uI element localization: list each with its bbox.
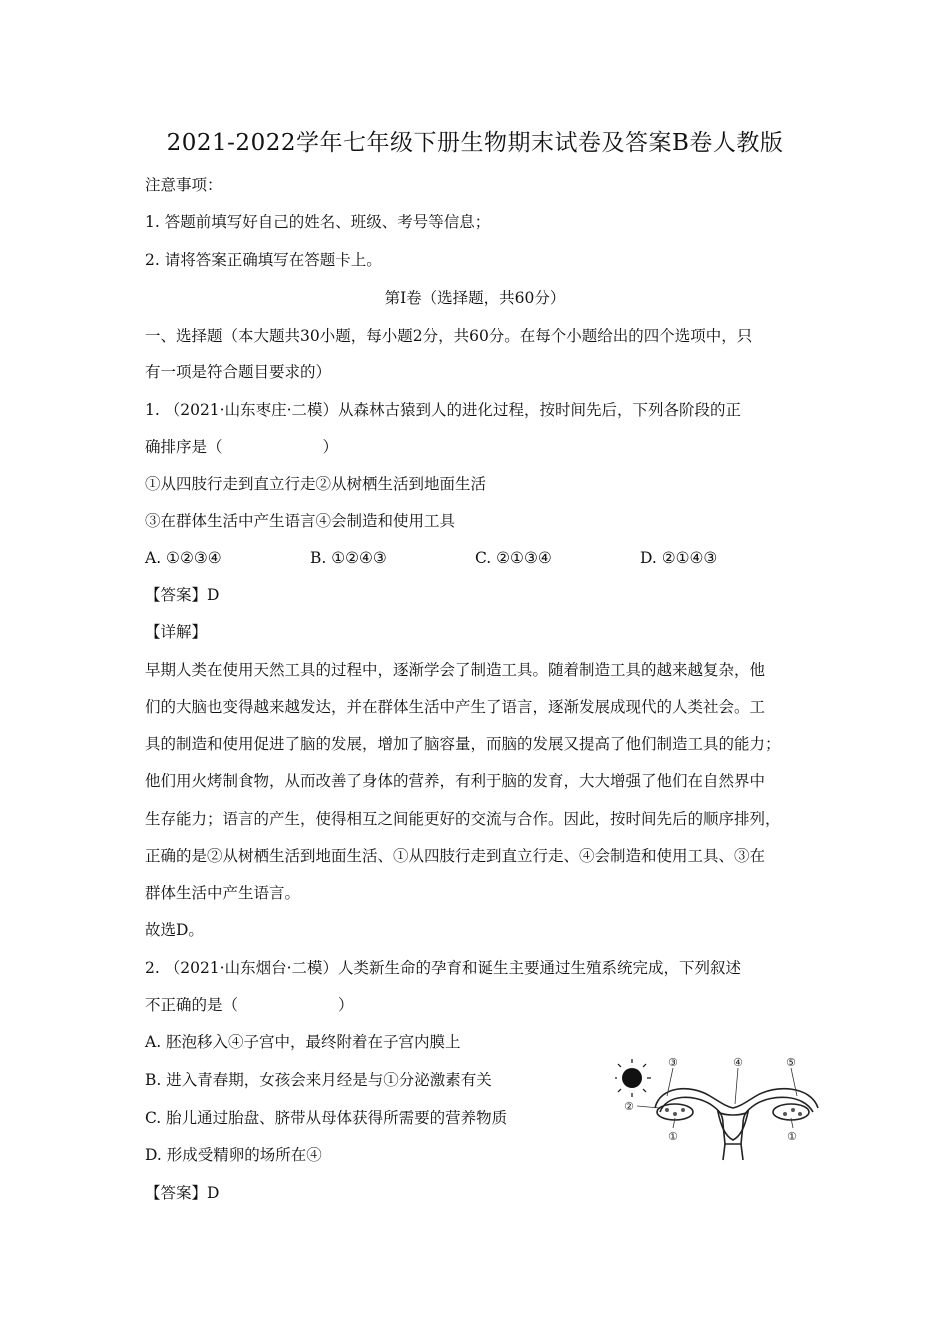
- q1-items-line-2: ③在群体生活中产生语言④会制造和使用工具: [145, 512, 456, 530]
- notice-item-1: 1. 答题前填写好自己的姓名、班级、考号等信息；: [145, 213, 491, 231]
- section-title: 第I卷（选择题，共60分）: [384, 289, 566, 307]
- q1-detail-heading: 【详解】: [145, 623, 208, 641]
- q1-explanation-line: 早期人类在使用天然工具的过程中，逐渐学会了制造工具。随着制造工具的越来越复杂，他: [145, 661, 766, 679]
- q1-stem-line-2: [145, 437, 338, 457]
- q1-stem-prefix: 确排序是（: [145, 438, 223, 456]
- q1-explanation-line: 正确的是②从树栖生活到地面生活、①从四肢行走到直立行走、④会制造和使用工具、③在: [145, 847, 766, 865]
- q2-option-c: C. 胎儿通过胎盘、脐带从母体获得所需要的营养物质: [145, 1109, 508, 1127]
- reproductive-system-diagram: [615, 1056, 845, 1166]
- q1-option-c: C. ②①③④: [475, 549, 552, 567]
- q1-items-line-1: ①从四肢行走到直立行走②从树栖生活到地面生活: [145, 475, 487, 493]
- q2-stem-prefix: 不正确的是（: [145, 996, 239, 1014]
- q1-explanation-line: 生存能力；语言的产生，使得相互之间能更好的交流与合作。因此，按时间先后的顺序排列，: [145, 810, 781, 828]
- q2-option-b: B. 进入青春期，女孩会来月经是与①分泌激素有关: [145, 1071, 492, 1089]
- uterus-outline: [655, 1089, 818, 1160]
- q2-stem-line-2: [145, 995, 354, 1015]
- q1-conclusion: 故选D。: [145, 921, 204, 939]
- notice-heading: 注意事项：: [145, 176, 223, 194]
- q1-explanation-line: 他们用火烤制食物，从而改善了身体的营养，有利于脑的发育，大大增强了他们在自然界中: [145, 772, 766, 790]
- part-intro-line-2: 有一项是符合题目要求的）: [145, 363, 332, 381]
- diagram-label: ②: [624, 1100, 634, 1113]
- diagram-label: ⑤: [786, 1056, 796, 1069]
- q1-answer: 【答案】D: [145, 586, 220, 604]
- q1-option-b: B. ①②④③: [310, 549, 387, 567]
- diagram-label: ①: [668, 1130, 678, 1143]
- diagram-label: ④: [733, 1056, 743, 1069]
- q1-explanation-line: 们的大脑也变得越来越发达，并在群体生活中产生了语言，逐渐发展成现代的人类社会。工: [145, 698, 766, 716]
- q1-explanation-line: 具的制造和使用促进了脑的发展，增加了脑容量，而脑的发展又提高了他们制造工具的能力；: [145, 735, 781, 753]
- q2-answer: 【答案】D: [145, 1184, 220, 1202]
- q1-option-d: D. ②①④③: [640, 549, 718, 567]
- q1-explanation-line: 群体生活中产生语言。: [145, 884, 301, 902]
- notice-item-2: 2. 请将答案正确填写在答题卡上。: [145, 251, 382, 269]
- q1-option-a: A. ①②③④: [145, 549, 222, 567]
- q1-stem-suffix: ）: [322, 438, 339, 456]
- q1-stem-line-1: 1. （2021·山东枣庄·二模）从森林古猿到人的进化过程，按时间先后，下列各阶段的正: [145, 401, 742, 419]
- exam-title: 2021-2022学年七年级下册生物期末试卷及答案B卷人教版: [166, 130, 784, 156]
- q2-option-a: A. 胚泡移入④子宫中，最终附着在子宫内膜上: [145, 1033, 461, 1051]
- q2-stem-line-1: 2. （2021·山东烟台·二模）人类新生命的孕育和诞生主要通过生殖系统完成，下列叙述: [145, 959, 742, 977]
- ovum-icon: [615, 1059, 651, 1097]
- part-intro-line-1: 一、选择题（本大题共30小题，每小题2分，共60分。在每个小题给出的四个选项中，只: [145, 327, 753, 345]
- q2-option-d: D. 形成受精卵的场所在④: [145, 1146, 322, 1164]
- q2-stem-suffix: ）: [338, 996, 354, 1014]
- diagram-label: ③: [668, 1056, 678, 1069]
- diagram-label: ①: [787, 1130, 797, 1143]
